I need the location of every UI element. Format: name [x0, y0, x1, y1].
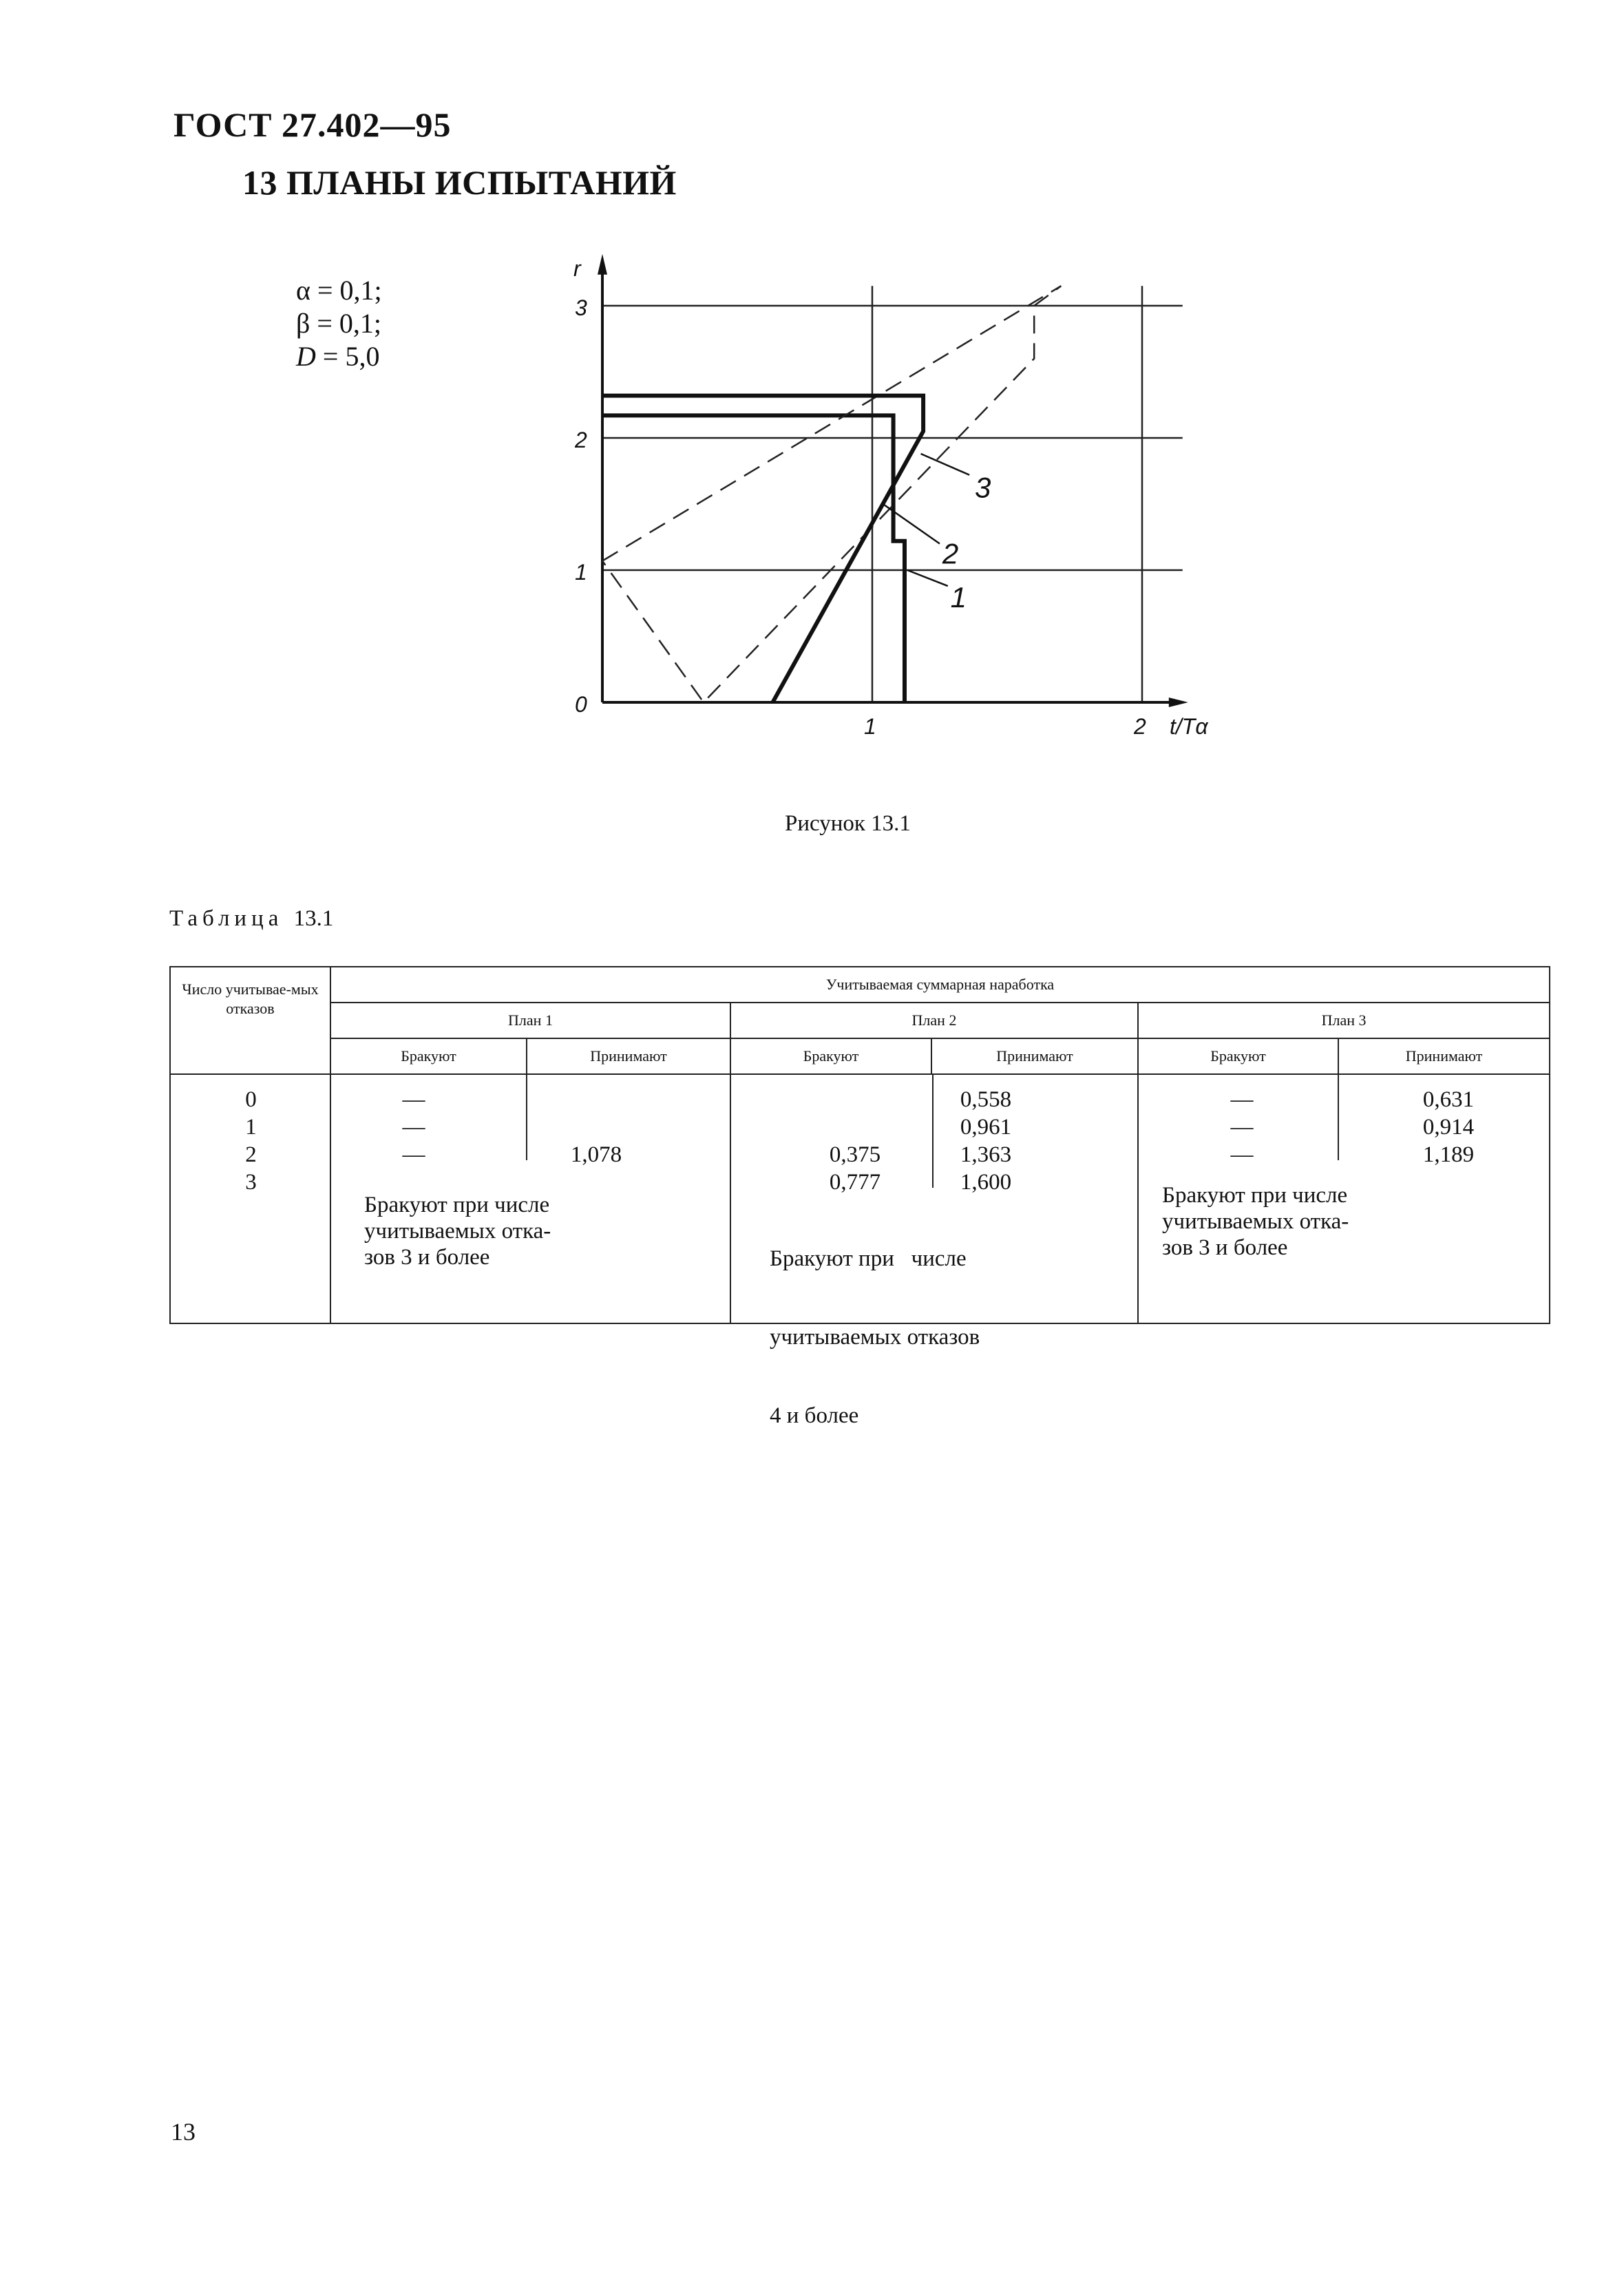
plan-2-accept-header: Принимают [931, 1038, 1138, 1074]
page-number: 13 [171, 2118, 196, 2146]
plan-3-note-line: учитываемых отка- [1162, 1209, 1349, 1234]
y-tick-label: 3 [575, 295, 587, 320]
plan-3-reject-value: — [1230, 1115, 1254, 1140]
series-line-3 [602, 396, 923, 702]
series-label: 1 [950, 580, 967, 614]
plan-3-note-line: Бракуют при числе [1162, 1183, 1348, 1208]
figure-caption: Рисунок 13.1 [785, 811, 911, 836]
plan-1-accept-header: Принимают [527, 1038, 730, 1074]
y-axis-label: r [573, 255, 581, 281]
plan-1-note-line: учитываемых отка- [364, 1219, 551, 1244]
plan-1-note-line: Бракуют при числе [364, 1193, 550, 1217]
x-axis-arrow [1169, 698, 1188, 707]
plan-2-body [730, 1074, 1138, 1428]
plan-2-reject-value: 0,777 [829, 1170, 881, 1195]
plan-2-reject-header: Бракуют [730, 1038, 931, 1074]
y-tick-label: 0 [575, 692, 587, 717]
plan-1-note-line: зов 3 и более [364, 1245, 490, 1270]
param-d-value: = 5,0 [322, 341, 380, 372]
series-label: 2 [942, 537, 959, 570]
plan-1-reject-header: Бракуют [330, 1038, 527, 1074]
plan-1-accept-value: 1,078 [570, 1142, 622, 1167]
plan-3-reject-value: — [1230, 1142, 1254, 1167]
failures-value: 3 [245, 1170, 257, 1195]
plan-1-note [364, 1192, 551, 1270]
plan-2-note-line: 4 и более [770, 1403, 859, 1428]
plan-2-accept-value: 0,961 [960, 1115, 1012, 1140]
plan-3-reject-value: — [1230, 1087, 1254, 1112]
table-caption-word: Таблица [169, 906, 284, 931]
plan-1-reject-value: — [402, 1087, 425, 1112]
plan-1-reject-value: — [402, 1115, 425, 1140]
series-line-2 [602, 286, 1061, 702]
plan-1-body [330, 1074, 730, 1323]
plan-3-accept-header: Принимают [1338, 1038, 1550, 1074]
test-parameters [296, 274, 382, 373]
x-tick-label: 1 [864, 714, 876, 739]
x-axis-label: t/Tα [1170, 714, 1208, 739]
failures-value: 2 [245, 1142, 257, 1167]
param-beta-symbol: β [296, 308, 310, 339]
plan-3-note [1162, 1182, 1349, 1261]
plan-3-note-line: зов 3 и более [1162, 1235, 1288, 1260]
failures-value: 0 [245, 1087, 257, 1112]
chart-labels [573, 256, 1208, 739]
plan-3-accept-value: 0,631 [1422, 1087, 1475, 1112]
param-d-symbol: D [296, 341, 316, 372]
test-plans-table [169, 966, 1550, 1428]
plan-2-header: План 2 [730, 1003, 1138, 1038]
plan-2-accept-value: 0,558 [960, 1087, 1012, 1112]
failures-count-header: Число учитывае-мых отказов [170, 967, 330, 1074]
failures-column [170, 1074, 330, 1323]
param-beta-value: = 0,1; [317, 308, 382, 339]
table-caption [169, 906, 333, 932]
table-caption-number: 13.1 [293, 906, 334, 931]
document-code: ГОСТ 27.402—95 [173, 105, 452, 144]
plan-1-header: План 1 [330, 1003, 730, 1038]
param-beta [296, 307, 382, 340]
total-operating-time-header: Учитываемая суммарная наработка [330, 967, 1550, 1003]
plan-3-accept-value: 1,189 [1422, 1142, 1475, 1167]
series-label: 3 [974, 471, 991, 504]
plan-2-reject-value: 0,375 [829, 1142, 881, 1167]
param-d [296, 340, 382, 373]
plan-3-reject-header: Бракуют [1138, 1038, 1338, 1074]
plan-2-note-line: учитываемых отказов [770, 1325, 980, 1350]
failures-value: 1 [245, 1115, 257, 1140]
series-leader-line [921, 454, 970, 475]
section-title: 13 ПЛАНЫ ИСПЫТАНИЙ [242, 163, 677, 202]
param-alpha-value: = 0,1; [317, 275, 382, 306]
plan-3-body [1138, 1074, 1550, 1323]
y-axis-arrow [598, 254, 607, 275]
chart-series [602, 286, 1061, 702]
plan-1-reject-value: — [402, 1142, 425, 1167]
plan-3-header: План 3 [1138, 1003, 1550, 1038]
param-alpha [296, 274, 382, 307]
plan-3-accept-value: 0,914 [1422, 1115, 1475, 1140]
series-line-1 [602, 415, 905, 702]
plan-2-note [770, 1193, 980, 1481]
plan-2-accept-value: 1,363 [960, 1142, 1012, 1167]
plan-2-accept-value: 1,600 [960, 1170, 1012, 1195]
y-tick-label: 1 [575, 560, 587, 585]
series-leader-line [907, 570, 948, 586]
y-tick-label: 2 [575, 428, 587, 452]
test-plan-chart [537, 234, 1253, 757]
plan-2-note-line: Бракуют при числе [770, 1246, 967, 1271]
param-alpha-symbol: α [296, 275, 310, 306]
x-tick-label: 2 [1134, 714, 1146, 739]
